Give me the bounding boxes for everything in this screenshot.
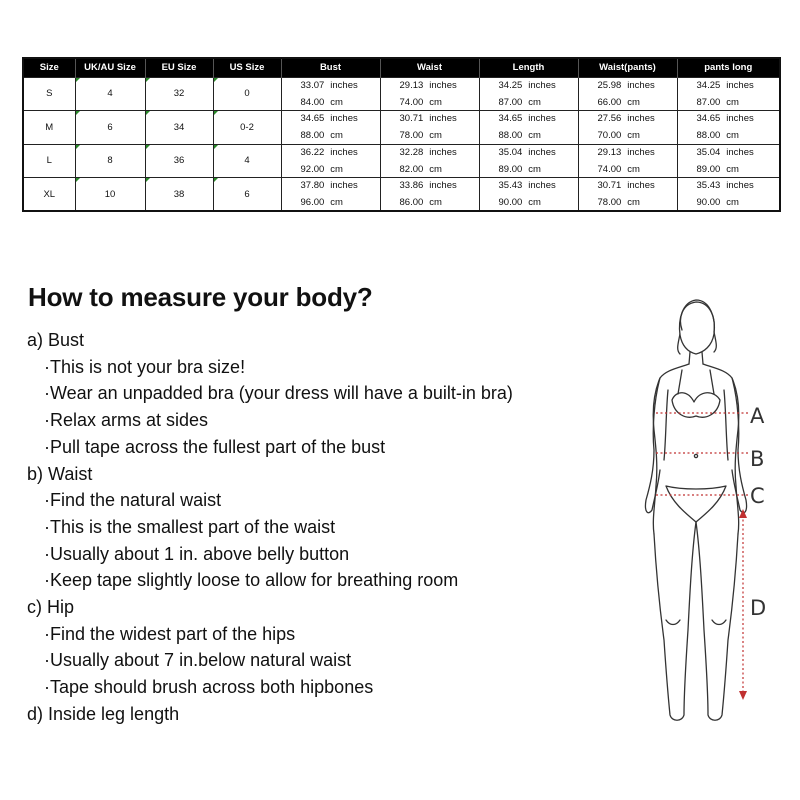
cm-value: 74.00 [597, 163, 622, 175]
cm-unit: cm [528, 130, 541, 142]
cm-unit: cm [627, 96, 640, 108]
instruction-bullet: ·Pull tape across the fullest part of the bust [44, 436, 386, 457]
cm-value: 87.00 [498, 96, 523, 108]
cm-value: 86.00 [399, 197, 424, 208]
column-header: EU Size [145, 58, 213, 77]
cell-corner-mark [214, 111, 218, 115]
inch-value-line [480, 78, 578, 94]
cm-value: 82.00 [399, 163, 424, 175]
label-b: B [750, 447, 765, 471]
cm-value: 92.00 [300, 163, 325, 175]
cm-value: 90.00 [696, 197, 721, 208]
cm-value-line [282, 161, 380, 177]
cm-unit: cm [429, 130, 442, 142]
body-outline-figure [630, 290, 800, 730]
cm-unit: cm [528, 163, 541, 175]
size-cell-eu [145, 178, 213, 212]
table-row [23, 144, 780, 178]
measurement-cell [281, 77, 380, 111]
cm-unit: cm [726, 130, 739, 142]
cm-value: 70.00 [597, 130, 622, 142]
table-row [23, 111, 780, 145]
cell-value: XL [43, 188, 56, 200]
cell-corner-mark [76, 111, 80, 115]
cm-value-line [381, 194, 479, 210]
cm-value: 90.00 [498, 197, 523, 208]
inch-value: 29.13 [597, 146, 622, 158]
inch-value-line [579, 178, 677, 194]
inch-value: 35.04 [498, 146, 523, 158]
measurement-cell [380, 144, 479, 178]
inch-value-line [579, 111, 677, 127]
cell-value: L [46, 155, 52, 167]
measurement-cell [380, 77, 479, 111]
size-cell-uk-au [75, 111, 145, 145]
inch-value: 29.13 [399, 79, 424, 91]
cm-unit: cm [429, 96, 442, 108]
inch-value-line [678, 111, 780, 127]
cm-value: 88.00 [300, 130, 325, 142]
section-label: a) Bust [27, 330, 85, 350]
cell-corner-mark [214, 145, 218, 149]
inch-value: 30.71 [399, 113, 424, 125]
cell-value: 10 [104, 188, 116, 200]
cell-corner-mark [146, 145, 150, 149]
inch-unit: inches [429, 113, 457, 125]
cm-value-line [579, 161, 677, 177]
instruction-bullet: ·Usually about 1 in. above belly button [44, 543, 350, 564]
table-header-row [23, 58, 780, 77]
section-label: b) Waist [27, 463, 93, 484]
inch-value-line [579, 78, 677, 94]
cm-value-line [678, 94, 780, 110]
cm-unit: cm [330, 130, 343, 142]
inch-value: 34.25 [696, 79, 721, 91]
size-cell-size [23, 178, 75, 212]
page-title: How to measure your body? [28, 282, 373, 312]
column-header: US Size [213, 58, 281, 77]
inch-unit: inches [627, 146, 655, 158]
column-header: Waist(pants) [578, 58, 677, 77]
measurement-cell [479, 178, 578, 212]
cell-value: 38 [173, 188, 185, 200]
inch-unit: inches [726, 113, 754, 125]
inch-value-line [282, 111, 380, 127]
size-cell-size [23, 77, 75, 111]
inch-value-line [381, 111, 479, 127]
cm-unit: cm [726, 163, 739, 175]
inch-unit: inches [528, 180, 556, 191]
cell-corner-mark [146, 78, 150, 82]
inch-value: 33.07 [300, 79, 325, 91]
measurement-cell [281, 178, 380, 212]
cm-value: 78.00 [597, 197, 622, 208]
measurement-cell [578, 144, 677, 178]
cm-value-line [678, 127, 780, 143]
inch-value: 32.28 [399, 146, 424, 158]
inch-value-line [381, 145, 479, 161]
inch-value: 37.80 [300, 180, 325, 191]
size-cell-us [213, 144, 281, 178]
inch-value-line [381, 178, 479, 194]
cm-value-line [678, 194, 780, 210]
inch-value: 35.43 [696, 180, 721, 191]
cm-value-line [480, 127, 578, 143]
cm-value-line [282, 194, 380, 210]
body-figure-svg [630, 290, 800, 730]
size-cell-size [23, 144, 75, 178]
cm-value-line [282, 94, 380, 110]
inch-unit: inches [429, 146, 457, 158]
size-cell-uk-au [75, 77, 145, 111]
measurement-cell [677, 144, 780, 178]
instruction-bullet: ·Usually about 7 in.below natural waist [44, 650, 352, 671]
cm-value: 84.00 [300, 96, 325, 108]
cm-unit: cm [726, 96, 739, 108]
size-cell-uk-au [75, 144, 145, 178]
cm-value-line [480, 194, 578, 210]
cm-unit: cm [627, 197, 640, 208]
measurement-cell [479, 111, 578, 145]
section-label: c) Hip [27, 597, 75, 618]
cm-value-line [381, 127, 479, 143]
cell-corner-mark [76, 178, 80, 182]
cm-unit: cm [330, 163, 343, 175]
measurement-cell [578, 178, 677, 212]
cm-value-line [381, 161, 479, 177]
cm-value: 89.00 [696, 163, 721, 175]
cell-value: 6 [107, 121, 113, 133]
measure-instructions [27, 327, 627, 728]
cell-corner-mark [146, 111, 150, 115]
inch-value: 34.65 [696, 113, 721, 125]
column-header: Bust [281, 58, 380, 77]
cm-unit: cm [627, 163, 640, 175]
column-header: Waist [380, 58, 479, 77]
inch-value-line [282, 145, 380, 161]
cell-corner-mark [214, 78, 218, 82]
cm-value-line [480, 94, 578, 110]
inch-value: 36.22 [300, 146, 325, 158]
label-d: D [750, 596, 767, 620]
inch-unit: inches [330, 113, 358, 125]
inch-value-line [282, 78, 380, 94]
right-arm [732, 378, 747, 513]
cell-value: 0 [244, 88, 250, 100]
inch-unit: inches [330, 180, 358, 191]
inch-value: 33.86 [399, 180, 424, 191]
measurement-cell [677, 111, 780, 145]
label-c: C [750, 484, 765, 508]
cm-unit: cm [330, 197, 343, 208]
measurement-cell [281, 111, 380, 145]
measurement-cell [677, 77, 780, 111]
cm-unit: cm [528, 197, 541, 208]
inch-value: 34.65 [300, 113, 325, 125]
size-cell-eu [145, 111, 213, 145]
inch-value: 35.43 [498, 180, 523, 191]
inch-unit: inches [528, 146, 556, 158]
cm-unit: cm [627, 130, 640, 142]
cm-value-line [579, 194, 677, 210]
cm-value-line [579, 127, 677, 143]
cm-value: 87.00 [696, 96, 721, 108]
cm-unit: cm [429, 197, 442, 208]
left-leg [654, 522, 696, 720]
inch-value: 34.25 [498, 79, 523, 91]
instruction-bullet: ·Wear an unpadded bra (your dress will have a built-in bra) [44, 383, 513, 404]
panties-outline [666, 486, 726, 522]
inch-value-line [678, 145, 780, 161]
cell-value: 8 [107, 155, 113, 167]
column-header: pants long [677, 58, 780, 77]
instruction-bullet: ·Tape should brush across both hipbones [44, 677, 374, 698]
inch-value-line [579, 145, 677, 161]
cell-value: 4 [244, 155, 250, 167]
column-header: Size [23, 58, 75, 77]
size-cell-eu [145, 144, 213, 178]
inch-unit: inches [627, 113, 655, 125]
inch-unit: inches [330, 79, 358, 91]
inch-unit: inches [330, 146, 358, 158]
measurement-cell [479, 144, 578, 178]
cm-value: 88.00 [498, 130, 523, 142]
table-row [23, 178, 780, 212]
inch-value-line [678, 178, 780, 194]
inch-value: 34.65 [498, 113, 523, 125]
measurement-cell [677, 178, 780, 212]
instruction-bullet: ·This is the smallest part of the waist [44, 516, 336, 537]
measurement-cell [578, 77, 677, 111]
cell-value: 36 [173, 155, 185, 167]
cm-value: 89.00 [498, 163, 523, 175]
inch-value: 30.71 [597, 180, 622, 191]
column-header: Length [479, 58, 578, 77]
cm-unit: cm [330, 96, 343, 108]
inch-unit: inches [627, 79, 655, 91]
cell-corner-mark [76, 78, 80, 82]
table-row [23, 77, 780, 111]
size-cell-us [213, 77, 281, 111]
instruction-bullet: ·Find the natural waist [44, 490, 222, 511]
cell-value: 6 [244, 188, 250, 200]
inch-unit: inches [429, 79, 457, 91]
torso-outline [653, 364, 739, 534]
cm-value: 66.00 [597, 96, 622, 108]
cell-corner-mark [214, 178, 218, 182]
inch-value-line [480, 111, 578, 127]
cm-value: 88.00 [696, 130, 721, 142]
section-label: d) Inside leg length [27, 703, 180, 724]
inch-value-line [480, 145, 578, 161]
cm-value-line [480, 161, 578, 177]
inch-unit: inches [429, 180, 457, 191]
inch-value-line [480, 178, 578, 194]
label-a: A [750, 404, 765, 428]
cell-corner-mark [146, 178, 150, 182]
inch-value: 35.04 [696, 146, 721, 158]
measurement-cell [578, 111, 677, 145]
cell-corner-mark [76, 145, 80, 149]
inch-unit: inches [726, 146, 754, 158]
cell-value: S [46, 88, 53, 100]
cm-value-line [678, 161, 780, 177]
inch-unit: inches [627, 180, 655, 191]
inch-value: 25.98 [597, 79, 622, 91]
cell-value: 32 [173, 88, 185, 100]
cell-value: M [45, 121, 54, 133]
cm-value-line [282, 127, 380, 143]
size-cell-uk-au [75, 178, 145, 212]
column-header: UK/AU Size [75, 58, 145, 77]
measurement-cell [380, 178, 479, 212]
cm-value: 78.00 [399, 130, 424, 142]
size-chart-table [22, 57, 781, 212]
inch-value-line [678, 78, 780, 94]
instruction-bullet: ·Relax arms at sides [44, 410, 209, 431]
instruction-bullet: ·This is not your bra size! [44, 356, 246, 377]
inch-value-line [282, 178, 380, 194]
cm-unit: cm [726, 197, 739, 208]
cm-unit: cm [429, 163, 442, 175]
size-cell-size [23, 111, 75, 145]
measurement-cell [380, 111, 479, 145]
instruction-bullet: ·Keep tape slightly loose to allow for breathing room [44, 570, 459, 591]
cm-value-line [579, 94, 677, 110]
size-cell-us [213, 178, 281, 212]
cm-value: 74.00 [399, 96, 424, 108]
cm-value: 96.00 [300, 197, 325, 208]
measurement-cell [479, 77, 578, 111]
cell-value: 0-2 [240, 121, 254, 133]
inch-value: 27.56 [597, 113, 622, 125]
inch-unit: inches [726, 180, 754, 191]
size-cell-us [213, 111, 281, 145]
left-arm [645, 378, 660, 513]
cell-value: 34 [173, 121, 185, 133]
cm-value-line [381, 94, 479, 110]
cell-value: 4 [107, 88, 113, 100]
cm-unit: cm [528, 96, 541, 108]
right-leg [696, 522, 738, 720]
inch-unit: inches [528, 113, 556, 125]
instruction-bullet: ·Find the widest part of the hips [44, 623, 296, 644]
inch-unit: inches [528, 79, 556, 91]
inch-value-line [381, 78, 479, 94]
measurement-cell [281, 144, 380, 178]
inch-unit: inches [726, 79, 754, 91]
size-cell-eu [145, 77, 213, 111]
